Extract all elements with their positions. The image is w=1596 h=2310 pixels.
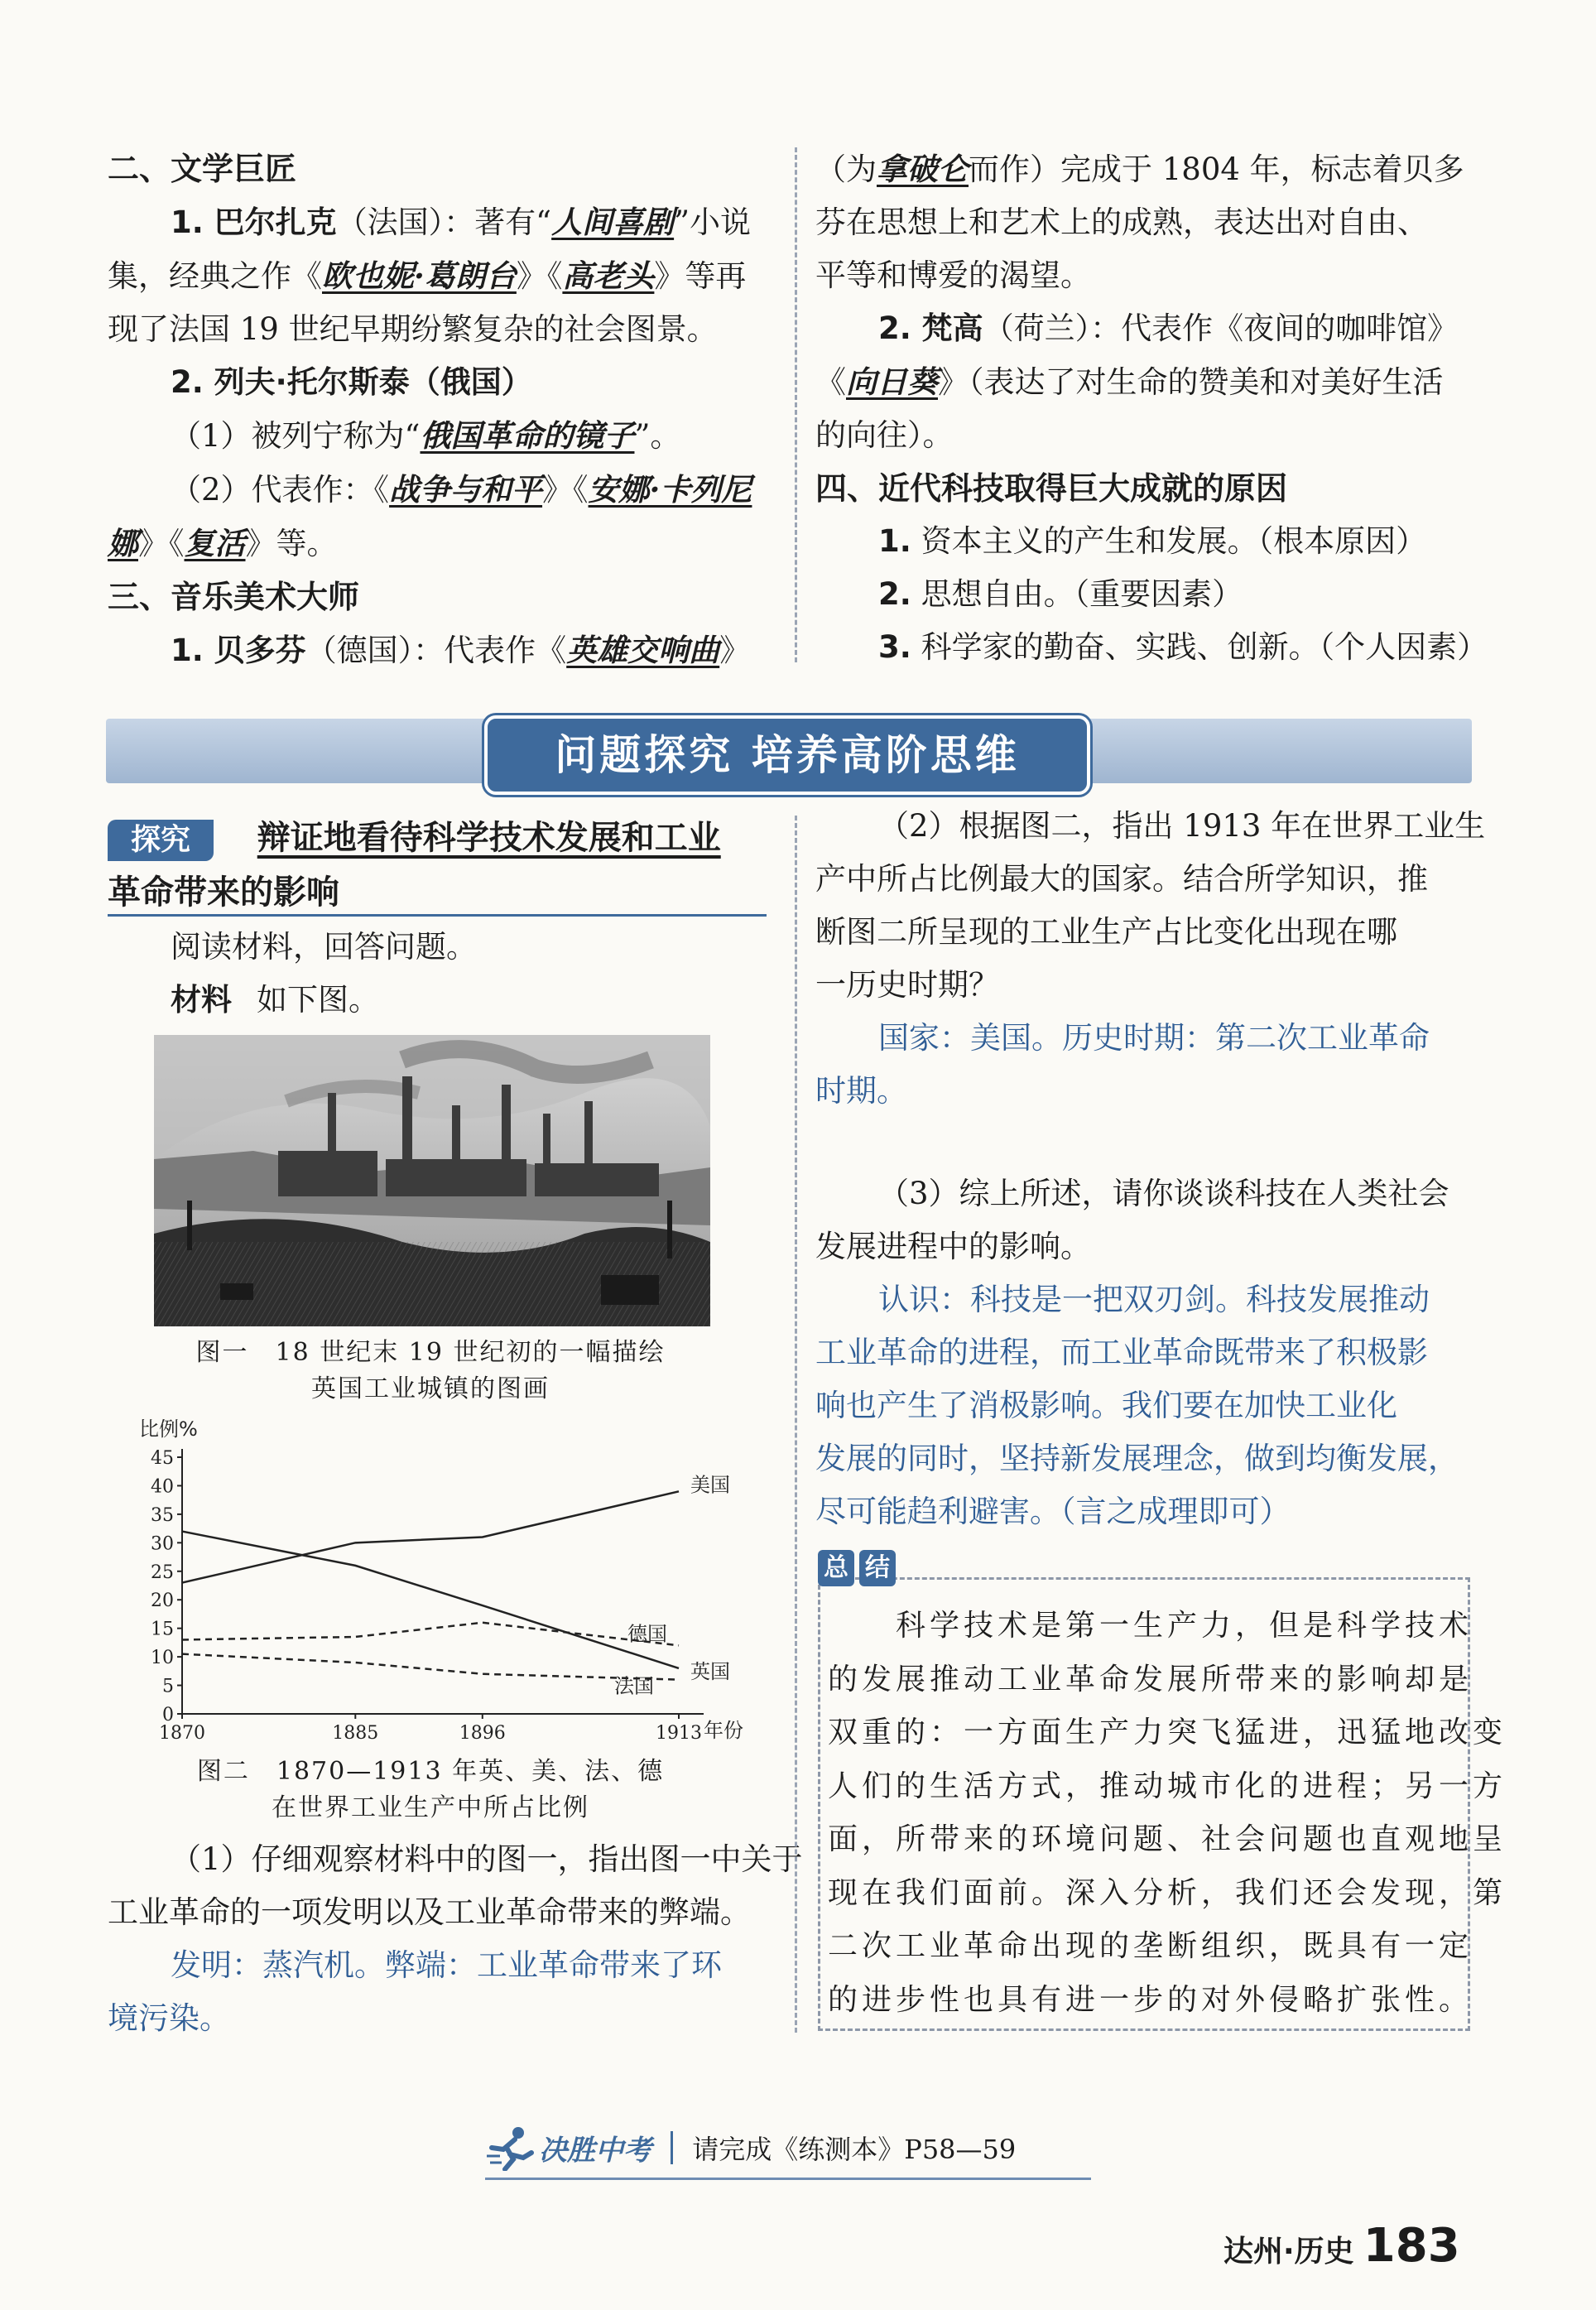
section-heading-music-art: 三、音乐美术大师 [108,579,360,615]
footer-rule [485,2178,1091,2180]
material-line: 材料 如下图。 [171,982,379,1018]
question-3-block [815,1167,1478,1538]
series-line-英国 [182,1532,679,1668]
question-1-line-2: 工业革命的一项发明以及工业革命带来的弊端。 [108,1894,751,1930]
column-divider-bottom [795,816,797,2033]
series-line-德国 [182,1623,679,1646]
vangogh-line-2: 《向日葵》（表达了对生命的赞美和对美好生活 [815,363,1444,400]
summary-line: 科学技术是第一生产力，但是科学技术 [828,1609,1473,1643]
footer-right [1223,2219,1460,2273]
runner-icon [485,2125,535,2171]
y-tick-label: 5 [162,1676,174,1697]
answer-1-line-1: 发明：蒸汽机。弊端：工业革命带来了环 [171,1947,722,1983]
beethoven-cont-1: （为拿破仑而作）完成于 1804 年，标志着贝多 [815,151,1464,187]
series-label: 英国 [690,1659,730,1683]
y-tick-label: 35 [151,1504,174,1526]
left-column-top [108,142,770,677]
page-number: 183 [1363,2219,1460,2273]
series-line-法国 [182,1654,679,1680]
industrial-town-engraving [154,1035,710,1326]
chart-xlabel: 年份 [704,1719,743,1742]
beethoven-line: 1. 贝多芬（德国）：代表作《英雄交响曲》 [171,632,751,668]
y-tick-label: 15 [151,1619,174,1640]
right-column-top [815,142,1488,674]
summary-text [828,1600,1507,2027]
explore-tag: 探究 [108,820,214,861]
summary-line: 人们的生活方式，推动城市化的进程；另一方 [828,1769,1507,1803]
summary-line: 现在我们面前。深入分析，我们还会发现，第 [828,1875,1507,1910]
figure-1-caption [124,1335,737,1408]
answer-3-line-1: 认识：科技是一把双刃剑。科技发展推动 [878,1282,1430,1317]
brand-label: 决胜中考 [539,2134,652,2168]
y-tick-label: 0 [162,1705,174,1725]
reason-2: 2. 思想自由。（重要因素） [878,576,1243,612]
chart-ylabel: 比例% [139,1417,198,1441]
beethoven-cont-3: 平等和博爱的渴望。 [815,257,1091,293]
answer-3-line-3: 响也产生了消极影响。我们要在加快工业化 [815,1388,1397,1423]
reason-3: 3. 科学家的勤奋、实践、创新。（个人因素） [878,629,1488,665]
answer-3-line-5: 尽可能趋利避害。（言之成理即可） [815,1494,1291,1529]
beethoven-cont-2: 芬在思想上和艺术上的成熟，表达出对自由、 [815,205,1428,240]
figure-2-caption [124,1754,737,1826]
tolstoy-item-2: （2）代表作：《战争与和平》《安娜·卡列尼 [171,471,752,508]
summary-tag-char-1: 总 [818,1550,854,1586]
vangogh-line-3: 的向往）。 [815,417,954,453]
y-tick-label: 20 [151,1591,174,1612]
answer-1-line-2: 境污染。 [108,2000,230,2036]
section-banner-title: 问题探究 培养高阶思维 [484,715,1090,795]
explore-intro [108,921,770,1027]
explore-intro-text: 阅读材料，回答问题。 [171,929,477,965]
explore-title-row [108,811,770,864]
y-tick-label: 30 [151,1533,174,1555]
summary-tag-char-2: 结 [859,1550,896,1586]
footer-divider [671,2131,673,2164]
answer-2-line-1: 国家：美国。历史时期：第二次工业革命 [878,1020,1430,1056]
series-label: 美国 [690,1473,730,1497]
footer-instruction: 请完成《练测本》P58—59 [692,2134,1017,2165]
answer-3-line-2: 工业革命的进程，而工业革命既带来了积极影 [815,1335,1428,1370]
explore-title-rule [108,914,767,917]
summary-line: 的进步性也具有进一步的对外侵略扩张性。 [828,1982,1473,2017]
reason-1: 1. 资本主义的产生和发展。（根本原因） [878,523,1427,559]
industrial-share-chart [132,1416,762,1755]
tolstoy-item-2-cont: 娜》《复活》等。 [108,525,338,561]
y-tick-label: 40 [151,1476,174,1498]
question-2-block [815,800,1486,1118]
balzac-line-1: 1. 巴尔扎克（法国）：著有“人间喜剧”小说 [171,204,752,240]
answer-3-line-4: 发展的同时，坚持新发展理念，做到均衡发展， [815,1441,1459,1476]
question-1-block [108,1833,803,2045]
x-tick-label: 1885 [332,1723,379,1744]
balzac-line-2: 集，经典之作《欧也妮·葛朗台》《高老头》等再 [108,257,747,294]
x-tick-label: 1913 [656,1723,702,1744]
region-subject: 达州·历史 [1223,2235,1354,2269]
footer-brand [485,2125,1016,2174]
question-3-line-2: 发展进程中的影响。 [815,1229,1091,1264]
y-tick-label: 25 [151,1562,174,1583]
tolstoy-heading: 2. 列夫·托尔斯泰（俄国） [171,364,532,400]
tolstoy-item-1: （1）被列宁称为“俄国革命的镜子”。 [171,417,681,454]
explore-title-2: 革命带来的影响 [108,873,339,912]
y-tick-label: 45 [151,1448,174,1469]
y-tick-label: 10 [151,1648,174,1669]
column-divider-top [795,147,797,662]
balzac-line-3: 现了法国 19 世纪早期纷繁复杂的社会图景。 [108,311,718,347]
question-3-line-1: （3）综上所述，请你谈谈科技在人类社会 [878,1176,1449,1211]
section-heading-literature: 二、文学巨匠 [108,151,297,187]
figure-2-caption-line-2: 在世界工业生产中所占比例 [272,1793,589,1822]
figure-2-caption-line-1: 图二 1870—1913 年英、美、法、德 [196,1757,665,1786]
summary-line: 双重的：一方面生产力突飞猛进，迅猛地改变 [828,1716,1507,1749]
x-tick-label: 1896 [459,1723,506,1744]
answer-2-line-2: 时期。 [815,1073,907,1109]
question-2-line-2: 产中所占比例最大的国家。结合所学知识，推 [815,861,1428,897]
series-line-美国 [182,1491,679,1582]
section-heading-tech-reasons: 四、近代科技取得巨大成就的原因 [815,470,1288,507]
summary-line: 的发展推动工业革命发展所带来的影响却是 [828,1662,1473,1696]
question-2-line-1: （2）根据图二，指出 1913 年在世界工业生 [878,808,1486,844]
summary-line: 面，所带来的环境问题、社会问题也直观地呈 [828,1822,1507,1856]
summary-tag [818,1550,901,1588]
figure-1-caption-line-2: 英国工业城镇的图画 [311,1374,550,1403]
explore-title-1: 辩证地看待科学技术发展和工业 [257,819,721,857]
figure-1-caption-line-1: 图一 18 世纪末 19 世纪初的一幅描绘 [195,1338,666,1367]
series-label: 德国 [627,1622,667,1646]
summary-line: 二次工业革命出现的垄断组织，既具有一定 [828,1929,1473,1963]
question-1-line-1: （1）仔细观察材料中的图一，指出图一中关于 [171,1841,803,1877]
vangogh-line-1: 2. 梵高（荷兰）：代表作《夜间的咖啡馆》 [878,310,1459,346]
question-2-line-4: 一历史时期？ [815,967,999,1003]
series-label: 法国 [614,1674,654,1698]
x-tick-label: 1870 [159,1723,205,1744]
question-2-line-3: 断图二所呈现的工业生产占比变化出现在哪 [815,914,1397,950]
